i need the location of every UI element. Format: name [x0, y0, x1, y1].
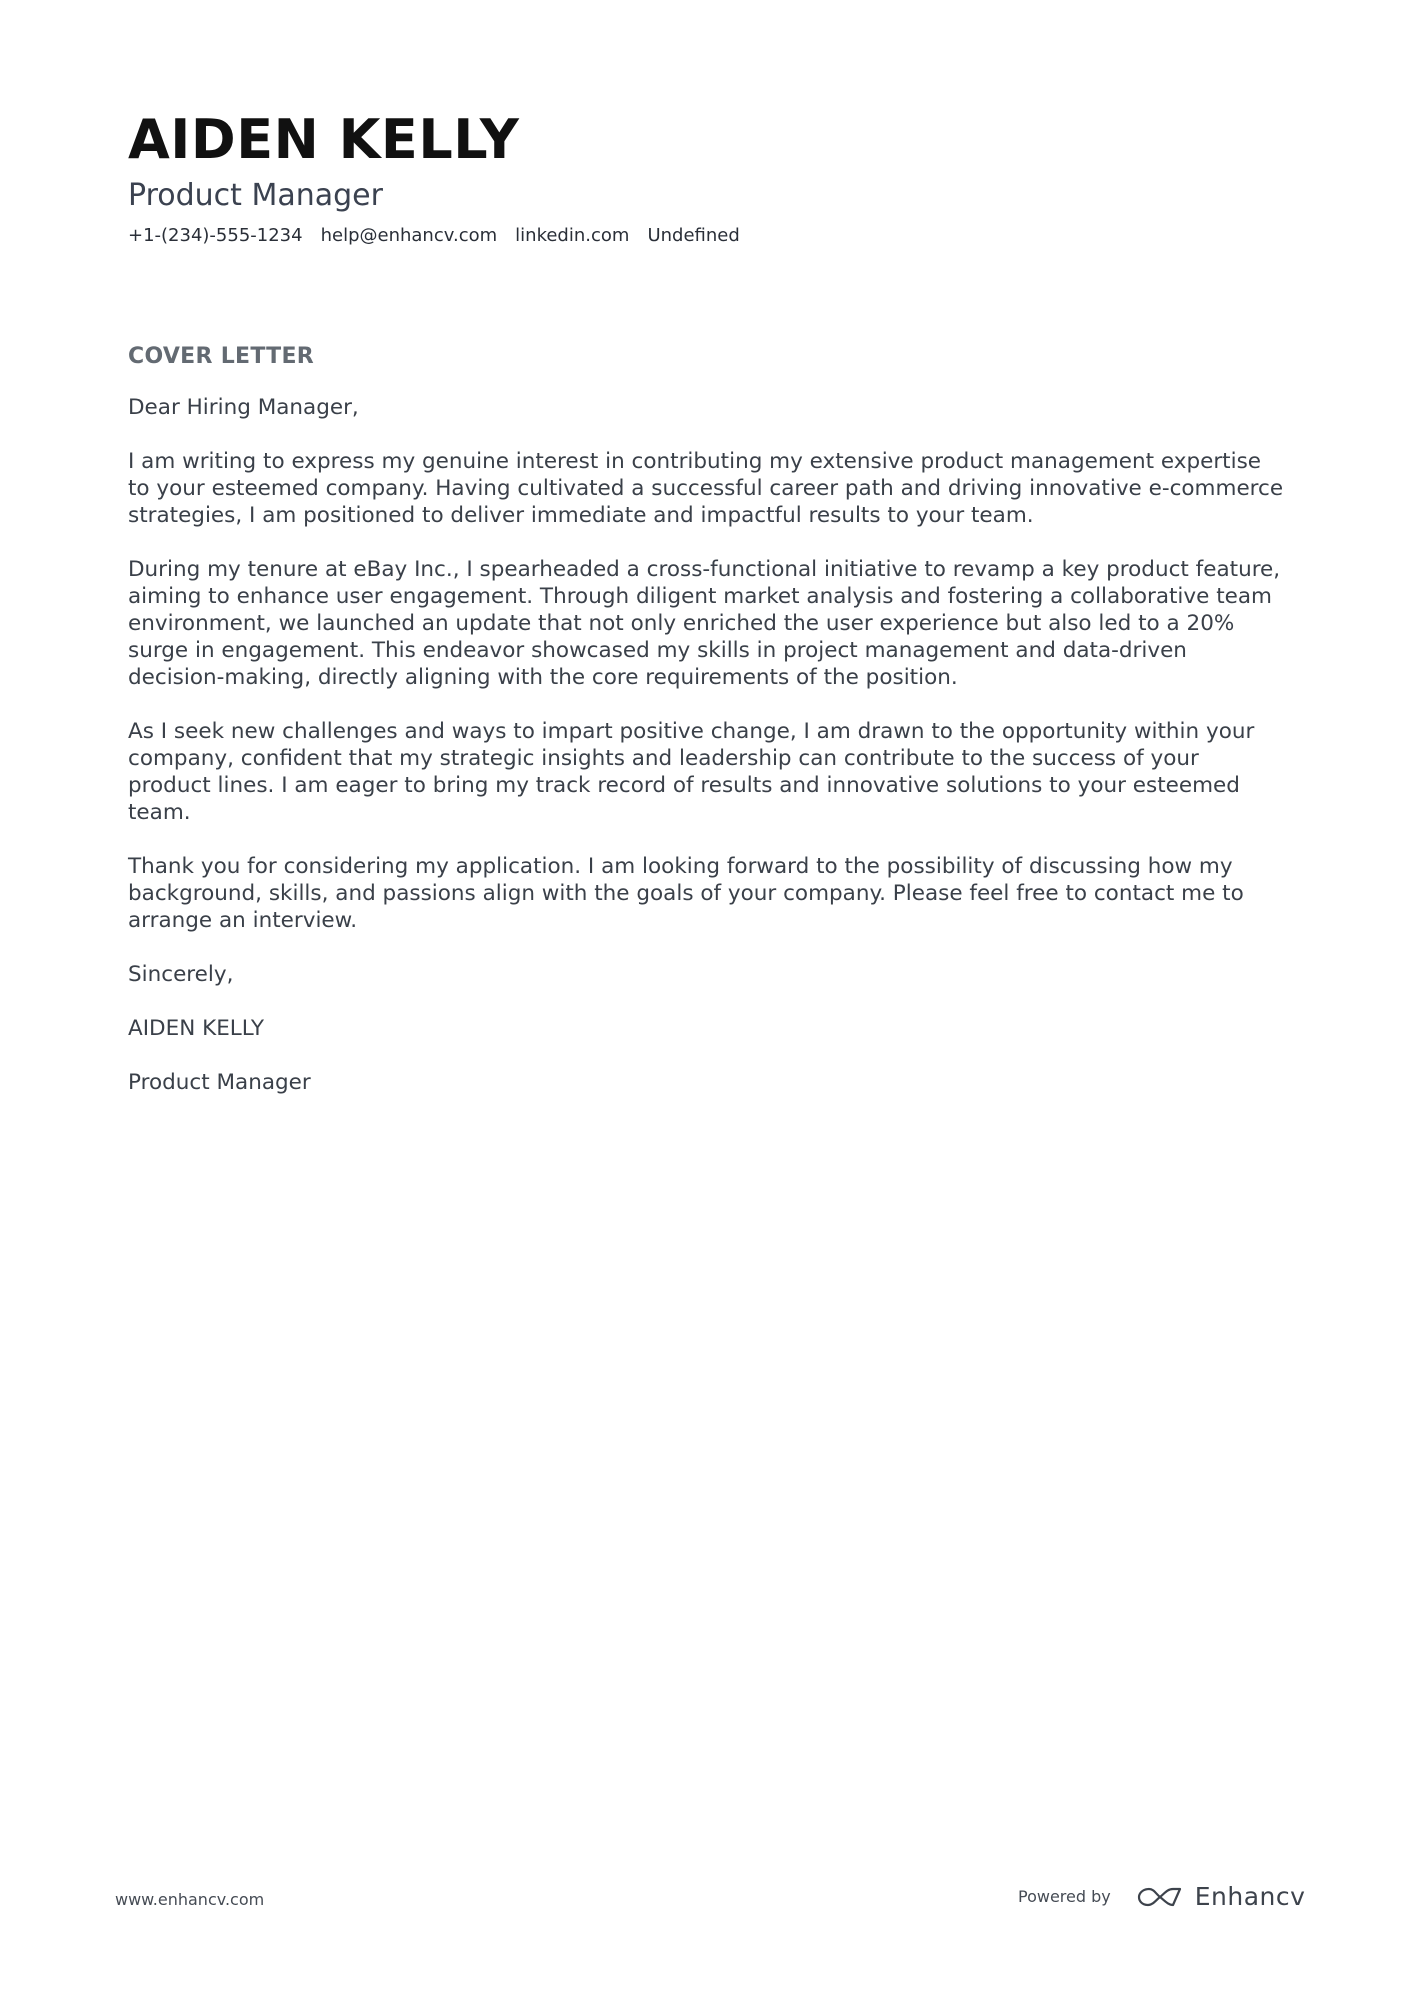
signature-name: AIDEN KELLY	[128, 1016, 265, 1041]
contact-email: help@enhancv.com	[320, 225, 498, 246]
resume-header	[128, 108, 1288, 248]
brand-name: Enhancv	[1194, 1882, 1306, 1911]
contact-info	[128, 224, 1288, 248]
contact-linkedin: linkedin.com	[515, 225, 630, 246]
letter-paragraph-4: Thank you for considering my application. I am looking forward to the possibility of discussing how my background, skills, and passions align with the goals of your company. Please feel free to contact me to arrange an interview.	[128, 854, 1244, 933]
letter-closing: Sincerely,	[128, 962, 234, 987]
brand-logo	[1137, 1882, 1306, 1912]
letter-paragraph-2: During my tenure at eBay Inc., I spearheaded a cross-functional initiative to revamp a key product feature, aiming to enhance user engagement. Through diligent market analysis and fostering a collaborative team environment, we launched an update that not only enriched the user experience but also led to a 20% surge in engagement. This endeavor showcased my skills in project management and data-driven decision-making, directly aligning with the core requirements of the position.	[128, 557, 1281, 690]
contact-location: Undefined	[647, 225, 740, 246]
footer-website: www.enhancv.com	[115, 1890, 265, 1909]
candidate-title: Product Manager	[128, 178, 383, 213]
letter-paragraph-3: As I seek new challenges and ways to impart positive change, I am drawn to the opportunity within your company, confident that my strategic insights and leadership can contribute to the success of your product lines. I am eager to bring my track record of results and innovative solutions to your esteemed team.	[128, 719, 1255, 825]
candidate-name: AIDEN KELLY	[128, 108, 520, 171]
section-title: COVER LETTER	[128, 344, 315, 369]
letter-body	[128, 343, 1288, 1123]
powered-by-label: Powered by	[1018, 1887, 1111, 1906]
signature-title: Product Manager	[128, 1070, 311, 1095]
letter-paragraph-1: I am writing to express my genuine interest in contributing my extensive product management expertise to your esteemed company. Having cultivated a successful career path and driving innovative e-commerce strategies, I am positioned to deliver immediate and impactful results to your team.	[128, 449, 1284, 528]
letter-greeting: Dear Hiring Manager,	[128, 395, 359, 420]
contact-phone: +1-(234)-555-1234	[128, 225, 303, 246]
footer-branding	[1018, 1882, 1305, 1912]
enhancv-logo-icon	[1137, 1885, 1183, 1909]
